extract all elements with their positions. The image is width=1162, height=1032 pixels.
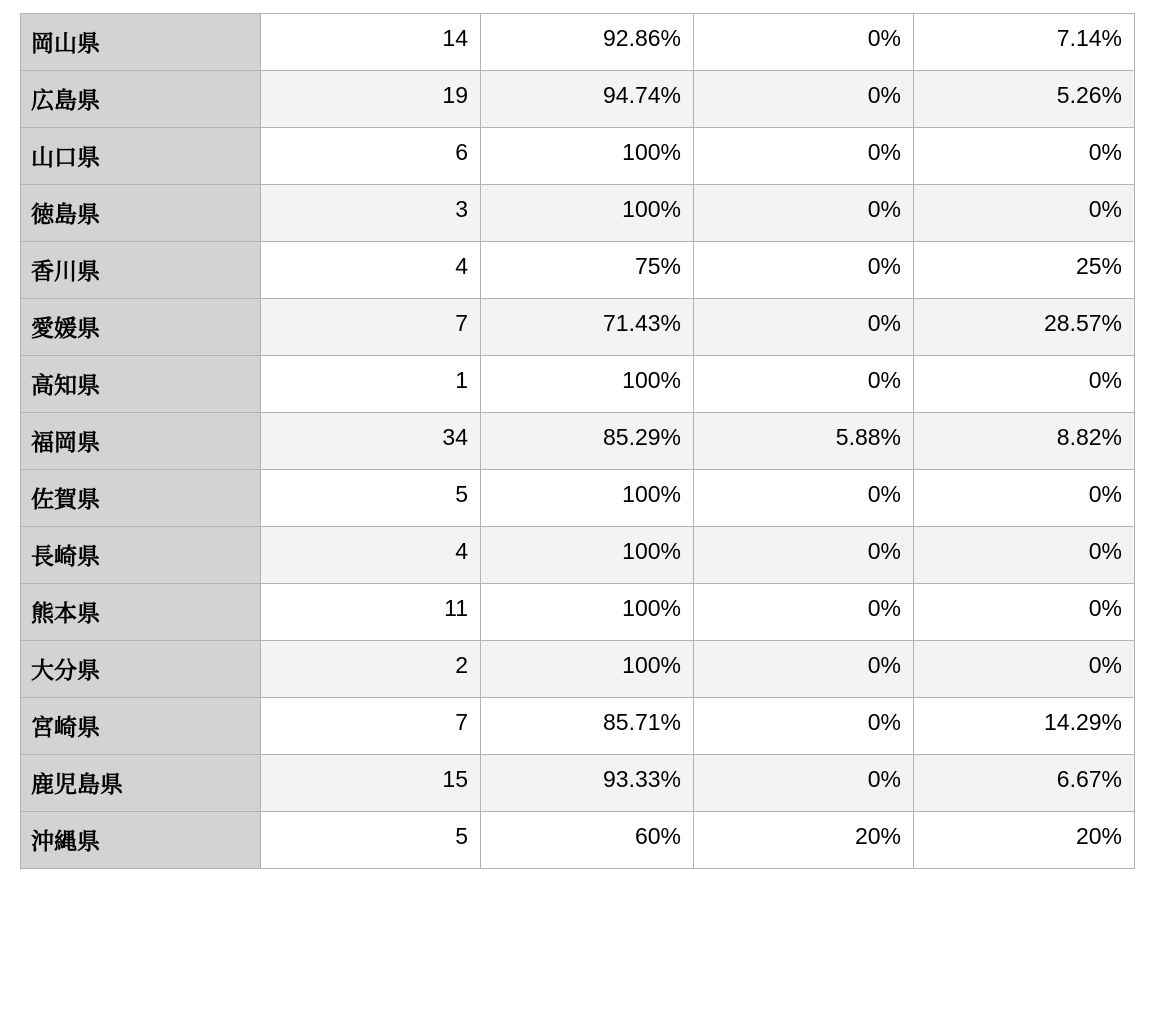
prefecture-cell: 佐賀県 <box>21 470 261 527</box>
percent-cell-3: 6.67% <box>914 755 1135 812</box>
table-row <box>21 698 1135 755</box>
count-cell: 7 <box>261 299 481 356</box>
percent-cell-1: 94.74% <box>481 71 694 128</box>
percent-cell-2: 0% <box>694 14 914 71</box>
percent-cell-3: 0% <box>914 470 1135 527</box>
table-row <box>21 128 1135 185</box>
prefecture-cell: 沖縄県 <box>21 812 261 869</box>
count-cell: 3 <box>261 185 481 242</box>
percent-cell-3: 5.26% <box>914 71 1135 128</box>
percent-cell-2: 20% <box>694 812 914 869</box>
percent-cell-1: 100% <box>481 584 694 641</box>
count-cell: 7 <box>261 698 481 755</box>
percent-cell-2: 5.88% <box>694 413 914 470</box>
count-cell: 11 <box>261 584 481 641</box>
prefecture-cell: 宮崎県 <box>21 698 261 755</box>
count-cell: 14 <box>261 14 481 71</box>
percent-cell-3: 0% <box>914 641 1135 698</box>
percent-cell-1: 92.86% <box>481 14 694 71</box>
percent-cell-3: 0% <box>914 527 1135 584</box>
percent-cell-1: 100% <box>481 128 694 185</box>
count-cell: 34 <box>261 413 481 470</box>
percent-cell-1: 100% <box>481 470 694 527</box>
prefecture-cell: 愛媛県 <box>21 299 261 356</box>
prefecture-cell: 高知県 <box>21 356 261 413</box>
percent-cell-2: 0% <box>694 299 914 356</box>
percent-cell-2: 0% <box>694 755 914 812</box>
table-row <box>21 242 1135 299</box>
prefecture-cell: 大分県 <box>21 641 261 698</box>
percent-cell-1: 100% <box>481 185 694 242</box>
table-row <box>21 470 1135 527</box>
percent-cell-1: 93.33% <box>481 755 694 812</box>
prefecture-cell: 福岡県 <box>21 413 261 470</box>
percent-cell-3: 0% <box>914 185 1135 242</box>
percent-cell-2: 0% <box>694 71 914 128</box>
prefecture-cell: 香川県 <box>21 242 261 299</box>
prefecture-cell: 徳島県 <box>21 185 261 242</box>
percent-cell-2: 0% <box>694 185 914 242</box>
percent-cell-1: 100% <box>481 527 694 584</box>
percent-cell-2: 0% <box>694 584 914 641</box>
percent-cell-1: 75% <box>481 242 694 299</box>
percent-cell-1: 85.71% <box>481 698 694 755</box>
table-row <box>21 413 1135 470</box>
percent-cell-3: 28.57% <box>914 299 1135 356</box>
percent-cell-2: 0% <box>694 698 914 755</box>
count-cell: 5 <box>261 812 481 869</box>
percent-cell-2: 0% <box>694 356 914 413</box>
table-row <box>21 755 1135 812</box>
prefecture-stats-table <box>20 13 1135 869</box>
percent-cell-3: 0% <box>914 356 1135 413</box>
percent-cell-1: 100% <box>481 641 694 698</box>
prefecture-cell: 岡山県 <box>21 14 261 71</box>
prefecture-table-container <box>20 13 1134 869</box>
table-row <box>21 641 1135 698</box>
percent-cell-3: 25% <box>914 242 1135 299</box>
table-row <box>21 299 1135 356</box>
percent-cell-3: 8.82% <box>914 413 1135 470</box>
table-row <box>21 185 1135 242</box>
percent-cell-2: 0% <box>694 527 914 584</box>
count-cell: 6 <box>261 128 481 185</box>
count-cell: 4 <box>261 527 481 584</box>
percent-cell-2: 0% <box>694 641 914 698</box>
percent-cell-3: 7.14% <box>914 14 1135 71</box>
prefecture-cell: 広島県 <box>21 71 261 128</box>
percent-cell-3: 0% <box>914 128 1135 185</box>
table-row <box>21 71 1135 128</box>
percent-cell-3: 14.29% <box>914 698 1135 755</box>
percent-cell-1: 60% <box>481 812 694 869</box>
table-row <box>21 584 1135 641</box>
percent-cell-2: 0% <box>694 128 914 185</box>
table-row <box>21 14 1135 71</box>
count-cell: 1 <box>261 356 481 413</box>
prefecture-cell: 鹿児島県 <box>21 755 261 812</box>
prefecture-cell: 長崎県 <box>21 527 261 584</box>
table-body <box>21 14 1135 869</box>
table-row <box>21 527 1135 584</box>
percent-cell-1: 100% <box>481 356 694 413</box>
table-row <box>21 356 1135 413</box>
count-cell: 4 <box>261 242 481 299</box>
percent-cell-2: 0% <box>694 242 914 299</box>
count-cell: 19 <box>261 71 481 128</box>
percent-cell-3: 0% <box>914 584 1135 641</box>
count-cell: 2 <box>261 641 481 698</box>
prefecture-cell: 山口県 <box>21 128 261 185</box>
percent-cell-1: 85.29% <box>481 413 694 470</box>
percent-cell-1: 71.43% <box>481 299 694 356</box>
table-row <box>21 812 1135 869</box>
prefecture-cell: 熊本県 <box>21 584 261 641</box>
count-cell: 15 <box>261 755 481 812</box>
percent-cell-2: 0% <box>694 470 914 527</box>
count-cell: 5 <box>261 470 481 527</box>
percent-cell-3: 20% <box>914 812 1135 869</box>
